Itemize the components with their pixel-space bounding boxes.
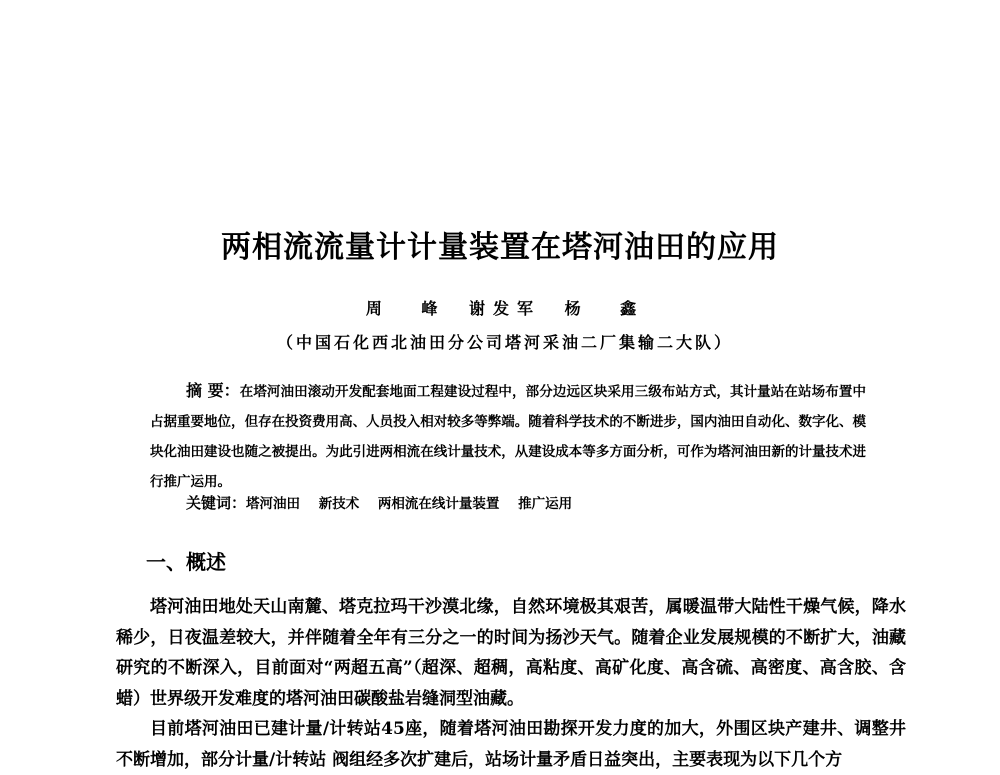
- author-name: 谢发军: [468, 299, 541, 318]
- keyword: 新技术: [318, 496, 360, 512]
- abstract-block: [150, 376, 866, 497]
- author-name: 周 峰: [365, 299, 446, 318]
- keyword: 推广运用: [518, 496, 573, 512]
- author-list: [0, 296, 1000, 319]
- keywords-label: 关键词：: [186, 494, 247, 512]
- section-heading: 一、概述: [146, 550, 226, 574]
- body-paragraph: 目前塔河油田已建计量/计转站45座，随着塔河油田勘探开发力度的加大，外围区块产建井、调整井不断增加，部分计量/计转站 阀组经多次扩建后，站场计量矛盾日益突出，主要表现为以下几个方: [116, 719, 906, 770]
- keyword: 塔河油田: [246, 496, 301, 512]
- author-affiliation: （中国石化西北油田分公司塔河采油二厂集输二大队）: [276, 333, 733, 352]
- keywords-block: [186, 490, 866, 517]
- body-text: [116, 592, 906, 775]
- author-name: 杨 鑫: [564, 299, 645, 318]
- paper-title: 两相流流量计计量装置在塔河油田的应用: [221, 230, 779, 265]
- abstract-label: 摘 要：: [186, 381, 240, 400]
- keyword: 两相流在线计量装置: [377, 496, 500, 512]
- abstract-text: 在塔河油田滚动开发配套地面工程建设过程中，部分边远区块采用三级布站方式，其计量站在站场布置中占据重要地位，但存在投资费用高、人员投入相对较多等弊端。随着科学技术的不断进步，国内油田自动化、数字化、模块化油田建设也随之被提出。为此引进两相流在线计量技术，从建设成本等多方面分析，可作为塔河油田新的计量技术进行推广运用。: [150, 384, 866, 490]
- body-paragraph: 塔河油田地处天山南麓、塔克拉玛干沙漠北缘，自然环境极其艰苦，属暖温带大陆性干燥气候，降水稀少，日夜温差较大，并伴随着全年有三分之一的时间为扬沙天气。随着企业发展规模的不断扩大，油藏研究的不断深入，目前面对“两超五高”（超深、超稠，高粘度、高矿化度、高含硫、高密度、高含胶、含蜡）世界级开发难度的塔河油田碳酸盐岩缝洞型油藏。: [116, 597, 906, 709]
